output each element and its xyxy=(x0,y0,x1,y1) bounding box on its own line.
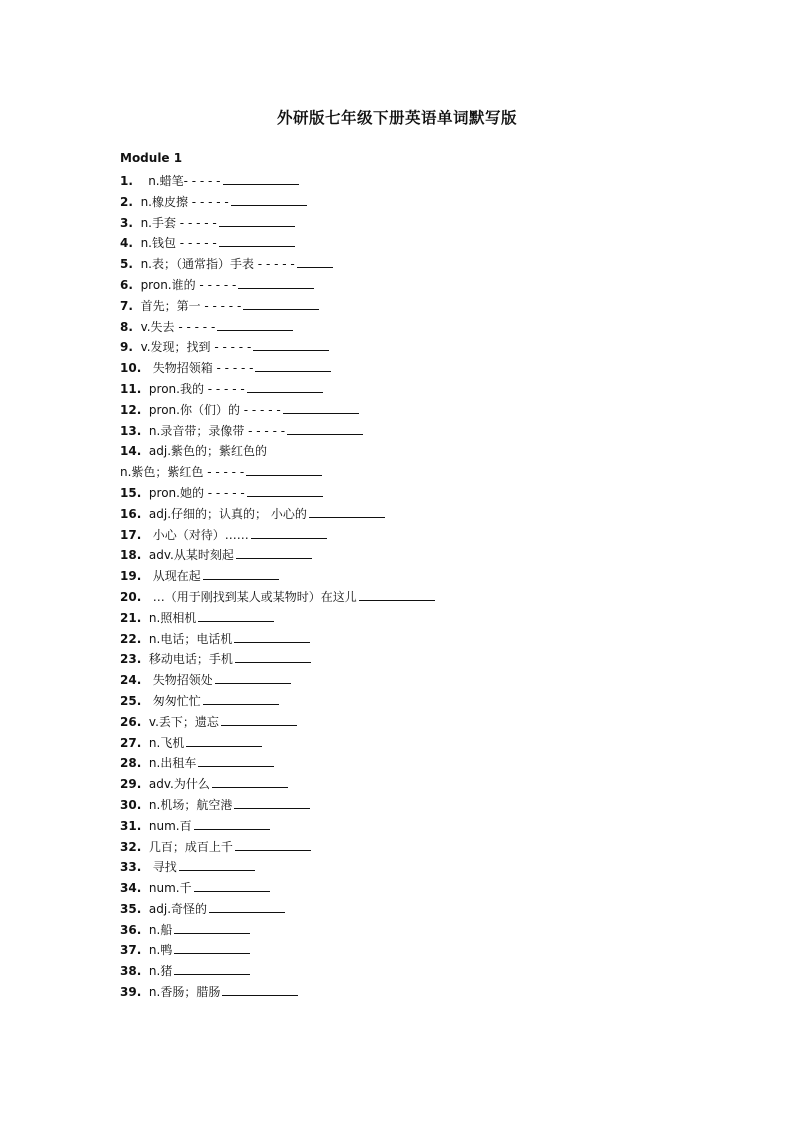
list-item xyxy=(120,982,680,1003)
answer-blank[interactable] xyxy=(234,629,310,643)
list-item xyxy=(120,899,680,920)
list-item xyxy=(120,691,680,712)
item-definition: n.录音带；录像带 - - - - - xyxy=(148,423,286,438)
list-item xyxy=(120,753,680,774)
item-number: 15. xyxy=(120,485,142,500)
list-item xyxy=(120,441,680,462)
item-definition: n.橡皮擦 - - - - - xyxy=(140,194,229,209)
answer-blank[interactable] xyxy=(194,878,270,892)
list-item xyxy=(120,629,680,650)
item-definition: pron.她的 - - - - - xyxy=(148,485,245,500)
item-number: 33. xyxy=(120,860,142,875)
item-definition: num.百 xyxy=(148,818,192,833)
item-definition: n.钱包 - - - - - xyxy=(140,236,217,251)
item-definition: n.鸭 xyxy=(148,943,173,958)
item-number: 16. xyxy=(120,506,142,521)
list-item xyxy=(120,358,680,379)
list-item xyxy=(120,213,680,234)
list-item xyxy=(120,566,680,587)
answer-blank[interactable] xyxy=(255,358,331,372)
answer-blank[interactable] xyxy=(179,857,255,871)
answer-blank[interactable] xyxy=(223,171,299,185)
list-item xyxy=(120,379,680,400)
item-number: 11. xyxy=(120,381,142,396)
item-definition: …（用于刚找到某人或某物时）在这儿 xyxy=(152,589,357,604)
answer-blank[interactable] xyxy=(194,816,270,830)
answer-blank[interactable] xyxy=(186,733,262,747)
item-definition: 移动电话；手机 xyxy=(148,652,233,667)
list-item xyxy=(120,670,680,691)
item-definition: n.飞机 xyxy=(148,735,185,750)
item-definition: n.出租车 xyxy=(148,756,197,771)
item-number: 29. xyxy=(120,777,142,792)
item-definition: n.紫色；紫红色 - - - - - xyxy=(120,465,245,480)
item-number: 4. xyxy=(120,236,133,251)
answer-blank[interactable] xyxy=(198,608,274,622)
item-number: 31. xyxy=(120,818,142,833)
list-item xyxy=(120,525,680,546)
answer-blank[interactable] xyxy=(246,462,322,476)
list-item xyxy=(120,254,680,275)
item-definition: n.蜡笔- - - - - xyxy=(148,174,221,188)
list-item xyxy=(120,649,680,670)
list-item xyxy=(120,545,680,566)
item-number: 35. xyxy=(120,901,142,916)
item-definition: pron.我的 - - - - - xyxy=(148,381,245,396)
item-number: 37. xyxy=(120,943,142,958)
list-item xyxy=(120,795,680,816)
item-number: 19. xyxy=(120,569,142,584)
vocabulary-list xyxy=(120,171,680,1003)
item-number: 21. xyxy=(120,610,142,625)
item-number: 5. xyxy=(120,257,133,272)
answer-blank[interactable] xyxy=(297,254,333,268)
answer-blank[interactable] xyxy=(231,192,307,206)
list-item xyxy=(120,816,680,837)
list-item xyxy=(120,483,680,504)
item-definition: 寻找 xyxy=(152,860,177,875)
item-definition: 首先；第一 - - - - - xyxy=(140,298,242,313)
item-number: 34. xyxy=(120,881,142,896)
item-definition: num.千 xyxy=(148,881,192,896)
item-definition: adj.仔细的；认真的； 小心的 xyxy=(148,506,307,521)
item-definition: n.表；（通常指）手表 - - - - - xyxy=(140,257,295,272)
answer-blank[interactable] xyxy=(217,317,293,331)
list-item xyxy=(120,857,680,878)
answer-blank[interactable] xyxy=(287,421,363,435)
answer-blank[interactable] xyxy=(283,400,359,414)
item-definition: 小心（对待）…… xyxy=(152,527,249,542)
answer-blank[interactable] xyxy=(234,795,310,809)
list-item xyxy=(120,837,680,858)
list-item xyxy=(120,337,680,358)
module-heading: Module 1 xyxy=(120,151,183,165)
item-number: 36. xyxy=(120,922,142,937)
item-definition: pron.你（们）的 - - - - - xyxy=(148,402,281,417)
item-definition: n.照相机 xyxy=(148,610,197,625)
answer-blank[interactable] xyxy=(251,525,327,539)
answer-blank[interactable] xyxy=(174,961,250,975)
item-number: 17. xyxy=(120,527,142,542)
list-item xyxy=(120,192,680,213)
list-item xyxy=(120,733,680,754)
list-item xyxy=(120,462,680,483)
item-definition: v.丢下；遗忘 xyxy=(148,714,219,729)
item-number: 20. xyxy=(120,589,142,604)
list-item xyxy=(120,296,680,317)
item-number: 8. xyxy=(120,319,133,334)
item-number: 22. xyxy=(120,631,142,646)
item-number: 30. xyxy=(120,797,142,812)
item-number: 7. xyxy=(120,298,133,313)
item-number: 26. xyxy=(120,714,142,729)
list-item xyxy=(120,421,680,442)
answer-blank[interactable] xyxy=(215,670,291,684)
answer-blank[interactable] xyxy=(221,712,297,726)
item-definition: v.失去 - - - - - xyxy=(140,319,216,334)
list-item xyxy=(120,774,680,795)
item-definition: pron.谁的 - - - - - xyxy=(140,277,237,292)
answer-blank[interactable] xyxy=(238,275,314,289)
item-number: 1. xyxy=(120,174,133,188)
list-item xyxy=(120,233,680,254)
list-item xyxy=(120,504,680,525)
answer-blank[interactable] xyxy=(359,587,435,601)
item-definition: 匆匆忙忙 xyxy=(152,693,201,708)
page-title: 外研版七年级下册英语单词默写版 xyxy=(276,109,517,127)
answer-blank[interactable] xyxy=(243,296,319,310)
answer-blank[interactable] xyxy=(209,899,285,913)
list-item xyxy=(120,587,680,608)
list-item xyxy=(120,961,680,982)
item-definition: adj.紫色的；紫红色的 xyxy=(148,444,268,459)
item-number: 24. xyxy=(120,673,142,688)
item-number: 39. xyxy=(120,985,142,1000)
answer-blank[interactable] xyxy=(198,753,274,767)
item-number: 14. xyxy=(120,444,142,459)
item-number: 38. xyxy=(120,964,142,979)
item-definition: n.香肠；腊肠 xyxy=(148,985,221,1000)
item-number: 27. xyxy=(120,735,142,750)
answer-blank[interactable] xyxy=(253,337,329,351)
list-item xyxy=(120,940,680,961)
item-number: 32. xyxy=(120,839,142,854)
item-definition: 几百；成百上千 xyxy=(148,839,233,854)
answer-blank[interactable] xyxy=(235,649,311,663)
item-definition: adv.从某时刻起 xyxy=(148,548,234,563)
answer-blank[interactable] xyxy=(222,982,298,996)
item-number: 13. xyxy=(120,423,142,438)
list-item xyxy=(120,712,680,733)
item-definition: adv.为什么 xyxy=(148,777,210,792)
item-number: 3. xyxy=(120,215,133,230)
list-item xyxy=(120,317,680,338)
answer-blank[interactable] xyxy=(212,774,288,788)
item-definition: n.猪 xyxy=(148,964,173,979)
list-item xyxy=(120,275,680,296)
item-number: 18. xyxy=(120,548,142,563)
item-definition: n.机场；航空港 xyxy=(148,797,233,812)
item-definition: 从现在起 xyxy=(152,569,201,584)
answer-blank[interactable] xyxy=(309,504,385,518)
answer-blank[interactable] xyxy=(174,920,250,934)
answer-blank[interactable] xyxy=(219,213,295,227)
answer-blank[interactable] xyxy=(247,483,323,497)
item-definition: v.发现；找到 - - - - - xyxy=(140,340,252,355)
answer-blank[interactable] xyxy=(203,691,279,705)
item-definition: n.手套 - - - - - xyxy=(140,215,217,230)
item-number: 25. xyxy=(120,693,142,708)
item-definition: n.船 xyxy=(148,922,173,937)
list-item xyxy=(120,878,680,899)
item-number: 6. xyxy=(120,277,133,292)
list-item xyxy=(120,400,680,421)
item-definition: adj.奇怪的 xyxy=(148,901,208,916)
item-definition: 失物招领处 xyxy=(152,673,213,688)
item-number: 12. xyxy=(120,402,142,417)
item-definition: 失物招领箱 - - - - - xyxy=(152,361,254,376)
item-number: 23. xyxy=(120,652,142,667)
item-number: 10. xyxy=(120,361,142,376)
item-number: 9. xyxy=(120,340,133,355)
item-definition: n.电话；电话机 xyxy=(148,631,233,646)
answer-blank[interactable] xyxy=(235,837,311,851)
list-item xyxy=(120,171,680,192)
list-item xyxy=(120,920,680,941)
answer-blank[interactable] xyxy=(203,566,279,580)
item-number: 2. xyxy=(120,194,133,209)
answer-blank[interactable] xyxy=(174,940,250,954)
answer-blank[interactable] xyxy=(247,379,323,393)
answer-blank[interactable] xyxy=(219,233,295,247)
answer-blank[interactable] xyxy=(236,545,312,559)
list-item xyxy=(120,608,680,629)
item-number: 28. xyxy=(120,756,142,771)
